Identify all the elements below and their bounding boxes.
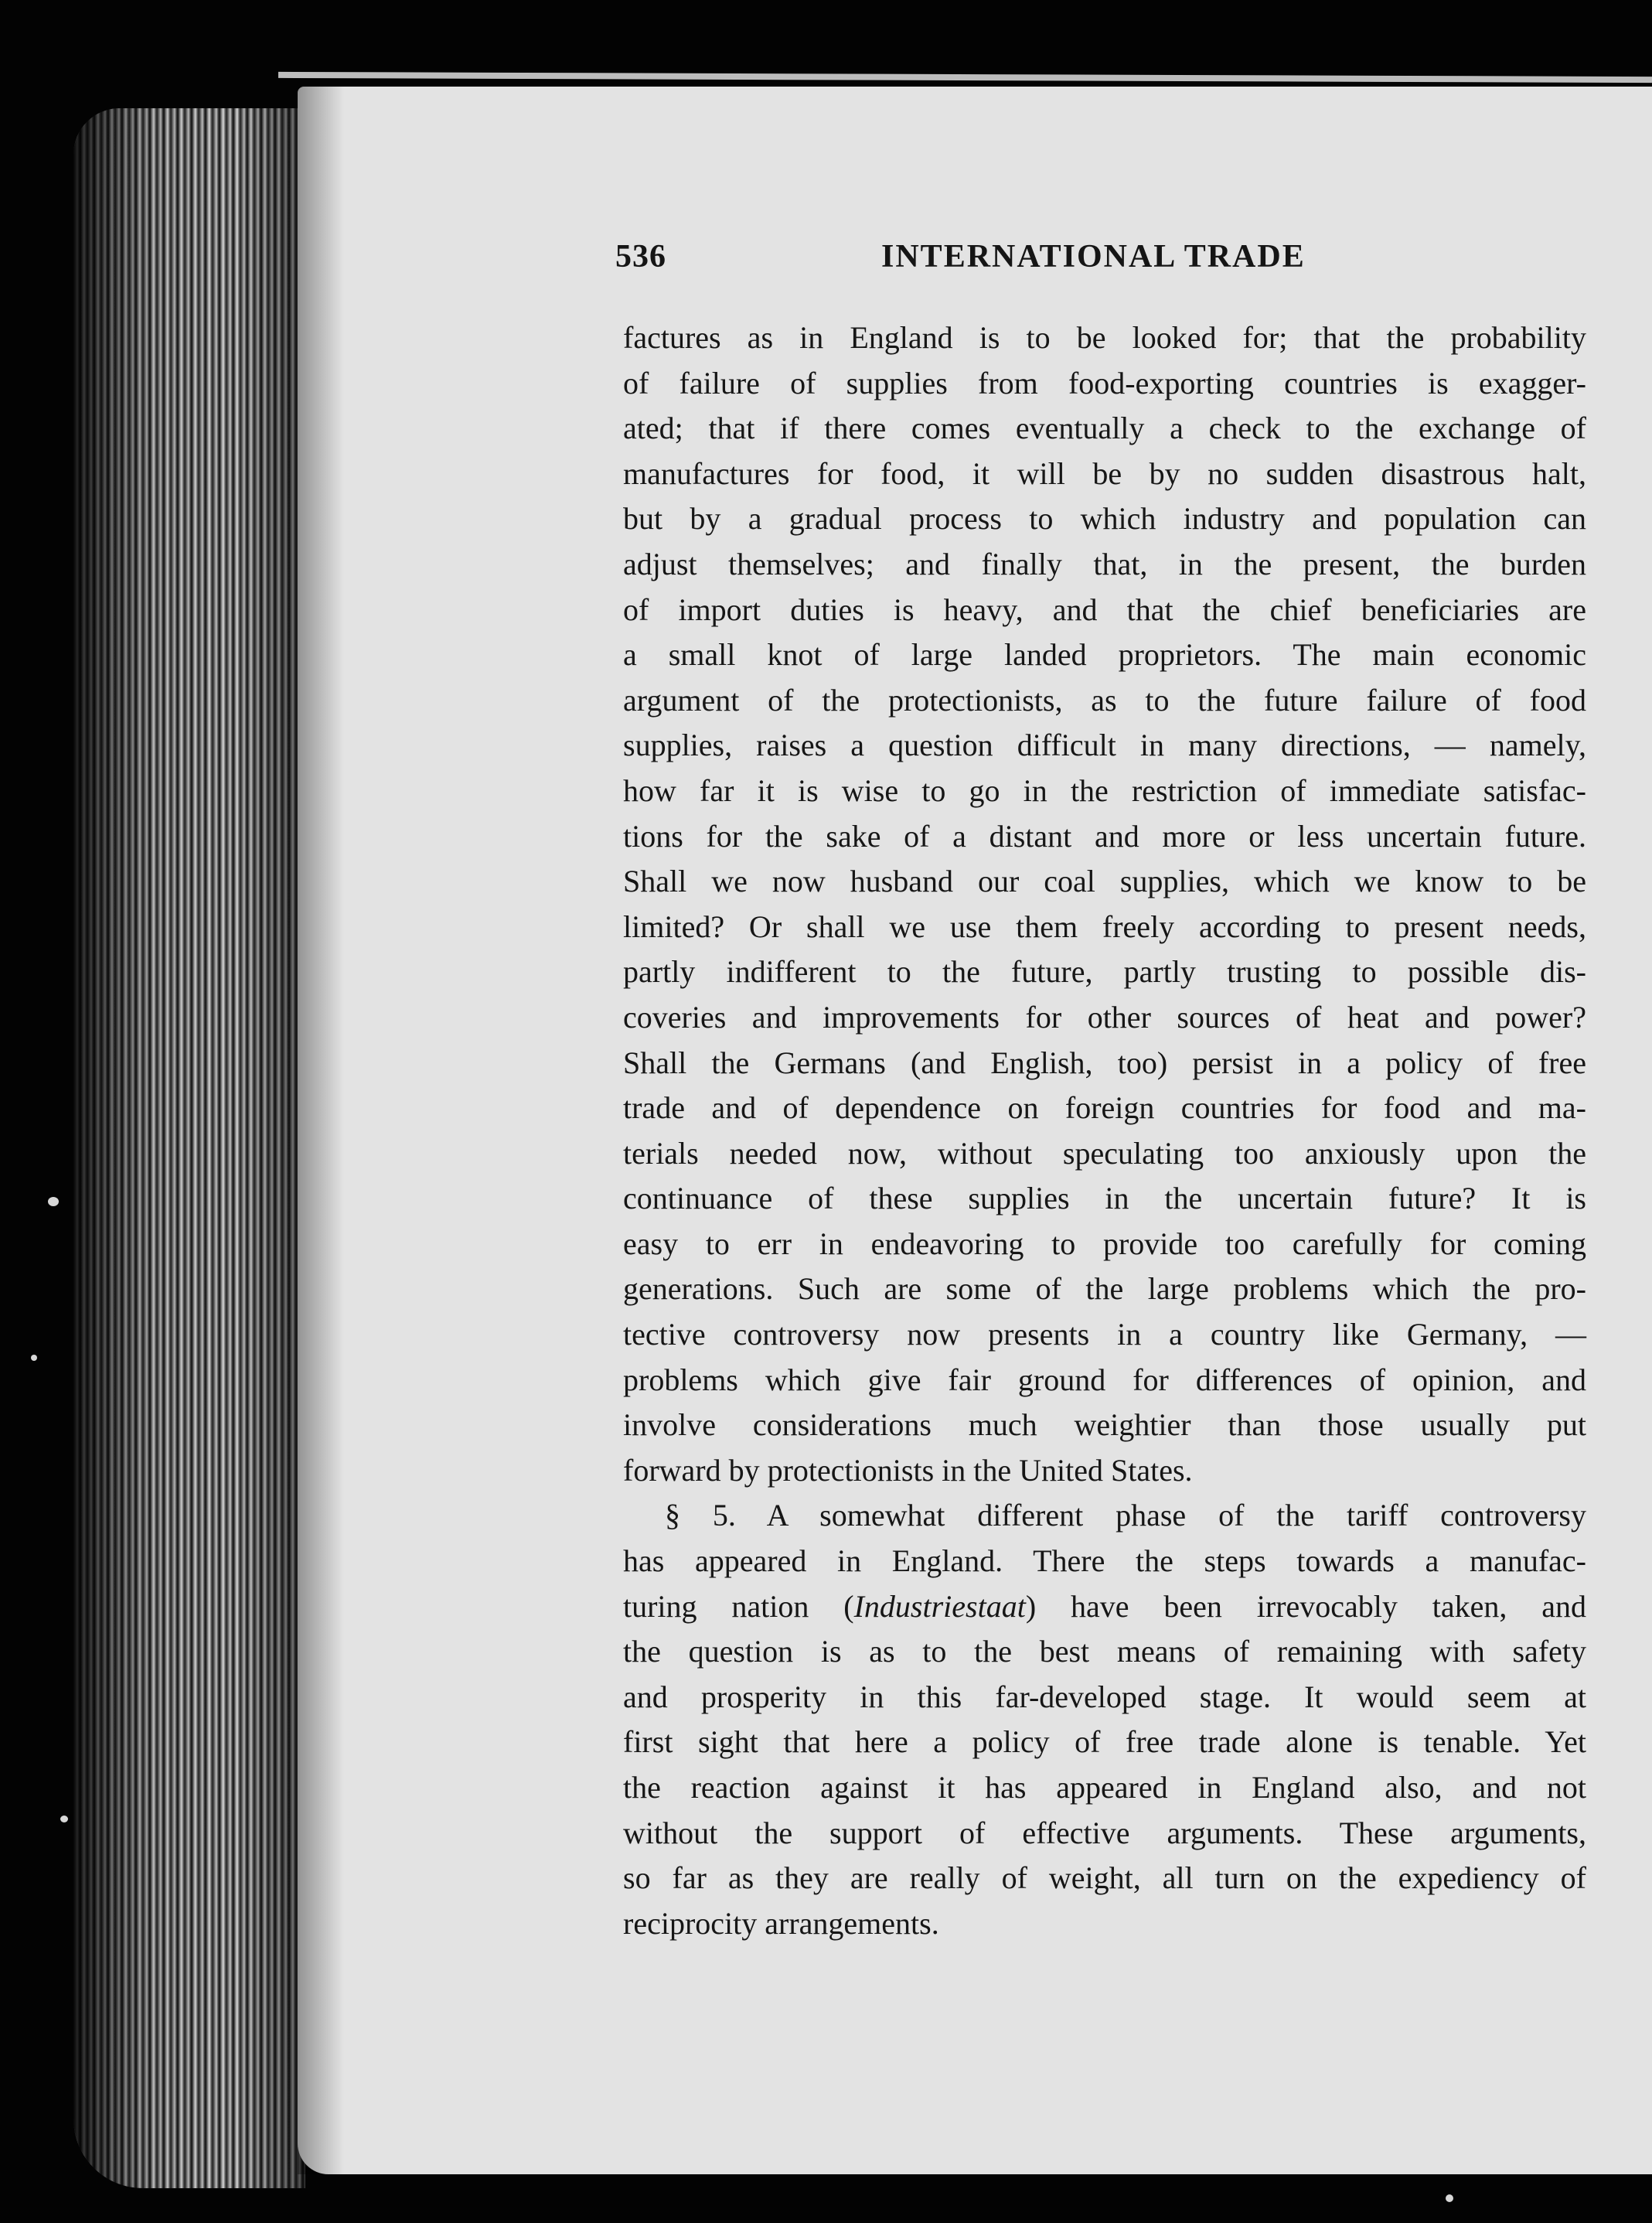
text-line: factures as in England is to be looked for; that the probability bbox=[623, 320, 1586, 355]
text-line: coveries and improvements for other sources of heat and power? bbox=[623, 999, 1586, 1035]
text-line: involve considerations much weightier than those usually put bbox=[623, 1407, 1586, 1443]
text-line-with-italic bbox=[623, 1584, 1586, 1630]
text-fragment: turing nation ( bbox=[623, 1588, 854, 1624]
text-line: terials needed now, without speculating too anxiously upon the bbox=[623, 1135, 1586, 1171]
text-line: supplies, raises a question difficult in many directions, — namely, bbox=[623, 728, 1586, 763]
text-line: ated; that if there comes eventually a check to the exchange of bbox=[623, 411, 1586, 446]
text-line: adjust themselves; and finally that, in the present, the burden bbox=[623, 546, 1586, 581]
text-line: manufactures for food, it will be by no sudden disastrous halt, bbox=[623, 455, 1586, 491]
dust-speck bbox=[48, 1197, 59, 1206]
text-line: generations. Such are some of the large problems which the pro- bbox=[623, 1271, 1586, 1307]
text-line: a small knot of large landed proprietors. The main economic bbox=[623, 637, 1586, 673]
text-line: how far it is wise to go in the restriction of immediate satisfac- bbox=[623, 772, 1586, 808]
text-line: without the support of effective arguments. These arguments, bbox=[623, 1815, 1586, 1850]
text-line: tective controversy now presents in a country like Germany, — bbox=[623, 1317, 1586, 1352]
italic-term: Industriestaat bbox=[853, 1588, 1026, 1624]
top-page-edge bbox=[278, 72, 1652, 83]
text-line: Shall the Germans (and English, too) persist in a policy of free bbox=[623, 1045, 1586, 1080]
text-line: limited? Or shall we use them freely according to present needs, bbox=[623, 909, 1586, 944]
dust-speck bbox=[60, 1816, 68, 1822]
text-line: reciprocity arrangements. bbox=[623, 1905, 939, 1941]
text-line: so far as they are really of weight, all turn on the expediency of bbox=[623, 1860, 1586, 1896]
text-line: of import duties is heavy, and that the chief beneficiaries are bbox=[623, 592, 1586, 627]
page-number: 536 bbox=[615, 239, 666, 274]
text-line: and prosperity in this far-developed stage. It would seem at bbox=[623, 1679, 1586, 1714]
body-text bbox=[623, 315, 1586, 1946]
text-line: continuance of these supplies in the uncertain future? It is bbox=[623, 1181, 1586, 1216]
page-header bbox=[615, 238, 1592, 285]
text-line: trade and of dependence on foreign countries for food and ma- bbox=[623, 1090, 1586, 1126]
dust-speck bbox=[31, 1355, 37, 1361]
text-line: first sight that here a policy of free trade alone is tenable. Yet bbox=[623, 1724, 1586, 1760]
text-line: tions for the sake of a distant and more or less uncertain future. bbox=[623, 818, 1586, 854]
text-line: but by a gradual process to which industry and population can bbox=[623, 501, 1586, 537]
text-line: problems which give fair ground for differences of opinion, and bbox=[623, 1362, 1586, 1397]
text-line: Shall we now husband our coal supplies, which we know to be bbox=[623, 864, 1586, 899]
gutter-shadow bbox=[298, 87, 344, 2174]
text-line: of failure of supplies from food-exporting countries is exagger- bbox=[623, 365, 1586, 401]
dust-speck bbox=[1446, 2194, 1453, 2202]
text-line: partly indifferent to the future, partly trusting to possible dis- bbox=[623, 954, 1586, 990]
text-fragment: ) have been irrevocably taken, and bbox=[1025, 1588, 1586, 1624]
text-line: the reaction against it has appeared in England also, and not bbox=[623, 1770, 1586, 1805]
section-start-line: § 5. A somewhat different phase of the tariff controversy bbox=[665, 1498, 1586, 1533]
text-line: easy to err in endeavoring to provide too carefully for coming bbox=[623, 1226, 1586, 1261]
text-line: has appeared in England. There the steps towards a manufac- bbox=[623, 1543, 1586, 1579]
text-line: forward by protectionists in the United States. bbox=[623, 1452, 1193, 1488]
page-edges-shadow bbox=[73, 108, 305, 2188]
running-title: INTERNATIONAL TRADE bbox=[881, 239, 1306, 274]
text-line: argument of the protectionists, as to the future failure of food bbox=[623, 682, 1586, 718]
text-line: the question is as to the best means of remaining with safety bbox=[623, 1634, 1586, 1669]
